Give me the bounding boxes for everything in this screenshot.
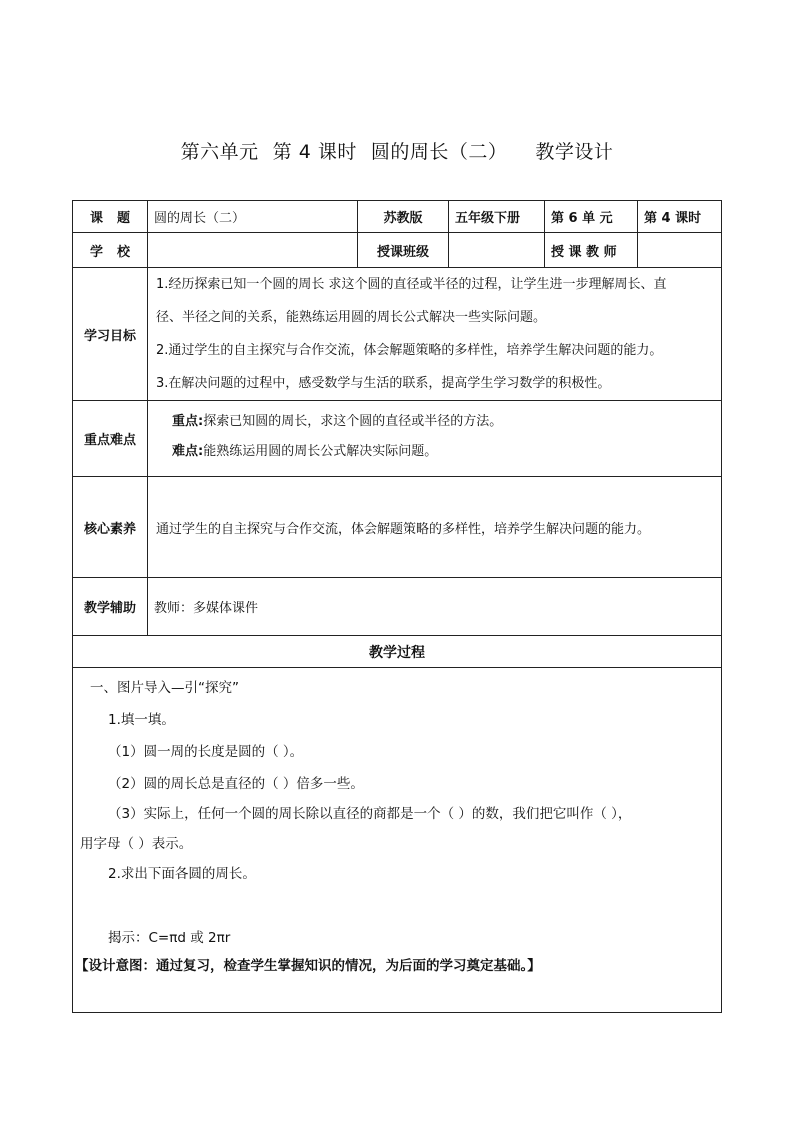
question-3a: （3）实际上，任何一个圆的周长除以直径的商都是一个（ ）的数，我们把它叫作（ ）， [108,806,632,822]
goal-line-3: 2.通过学生的自主探究与合作交流，体会解题策略的多样性，培养学生解决问题的能力。 [156,343,663,358]
goals-row [73,268,722,401]
topic-label: 课题 [73,201,148,233]
publisher-value: 苏教版 [358,201,449,233]
aids-content: 教师：多媒体课件 [148,578,722,636]
key-point-text: 探索已知圆的周长，求这个圆的直径或半径的方法。 [203,414,503,429]
focus-label: 重点难点 [73,401,148,477]
question-3b: 用字母（ ）表示。 [80,836,193,852]
process-content [73,668,722,1013]
lesson-value: 第 4 课时 [638,201,722,233]
question-2: （2）圆的周长总是直径的（ ）倍多一些。 [108,776,364,792]
difficulty-text: 能熟练运用圆的周长公式解决实际问题。 [203,444,438,459]
topic-row [73,201,722,233]
process-row [73,668,722,1013]
grade-value: 五年级下册 [449,201,545,233]
item-1: 1.填一填。 [108,712,175,728]
title-lesson: 第 4 课时 [272,141,357,163]
school-label: 学校 [73,233,148,268]
teacher-label: 授 课 教 师 [545,233,638,268]
item-2: 2.求出下面各圆的周长。 [108,866,256,882]
core-text: 通过学生的自主探究与合作交流，体会解题策略的多样性，培养学生解决问题的能力。 [156,521,651,537]
teacher-value[interactable] [638,233,722,268]
goal-line-2: 径、半径之间的关系，能熟练运用圆的周长公式解决一些实际问题。 [156,310,547,325]
focus-content [148,401,722,477]
aids-label: 教学辅助 [73,578,148,636]
title-topic: 圆的周长（二） [370,141,508,163]
key-point [148,407,721,437]
core-row [73,477,722,578]
school-value[interactable] [148,233,358,268]
school-row [73,233,722,268]
goals-content [148,268,722,401]
goal-line-1: 1.经历探索已知一个圆的周长 求这个圆的直径或半径的过程，让学生进一步理解周长、直 [156,277,667,292]
core-label: 核心素养 [73,477,148,578]
key-point-label: 重点: [172,414,204,429]
document-title [0,137,794,164]
core-content [148,477,722,578]
section-1-heading: 一、图片导入—引“探究” [90,680,239,696]
title-suffix: 教学设计 [535,141,614,163]
goals-label: 学习目标 [73,268,148,401]
goal-line-4: 3.在解决问题的过程中，感受数学与生活的联系，提高学生学习数学的积极性。 [156,376,611,391]
difficulty-point [148,437,721,467]
process-header-row [73,636,722,668]
difficulty-label: 难点: [172,444,204,459]
focus-row [73,401,722,477]
formula-hint: 揭示：C=πd 或 2πr [108,930,231,946]
process-header: 教学过程 [73,636,722,668]
class-label: 授课班级 [358,233,449,268]
topic-value: 圆的周长（二） [148,201,358,233]
title-unit: 第六单元 [180,141,259,163]
unit-value: 第 6 单 元 [545,201,638,233]
lesson-plan-table [72,200,722,1013]
class-value[interactable] [449,233,545,268]
question-1: （1）圆一周的长度是圆的（ ）。 [108,744,304,760]
aids-row [73,578,722,636]
design-intent: 【设计意图：通过复习，检查学生掌握知识的情况，为后面的学习奠定基础。】 [75,958,541,974]
